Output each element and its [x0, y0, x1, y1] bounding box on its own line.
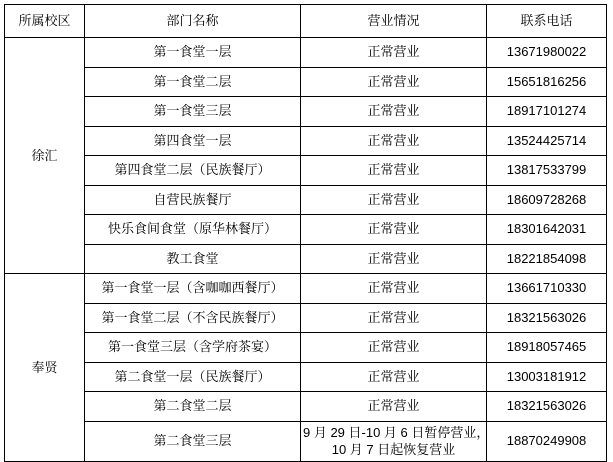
table-row — [5, 38, 607, 68]
contact-phone: 13817533799 — [487, 156, 607, 186]
contact-phone: 18321563026 — [487, 392, 607, 422]
table-row — [5, 392, 607, 422]
business-status: 正常营业 — [301, 97, 487, 127]
contact-phone: 18221854098 — [487, 244, 607, 274]
table-row — [5, 362, 607, 392]
business-status: 正常营业 — [301, 185, 487, 215]
table-row — [5, 421, 607, 461]
business-status: 正常营业 — [301, 38, 487, 68]
business-status: 正常营业 — [301, 126, 487, 156]
department-name: 第一食堂三层（含学府茶宴） — [85, 333, 301, 363]
contact-phone: 15651816256 — [487, 67, 607, 97]
business-status: 正常营业 — [301, 244, 487, 274]
business-status: 正常营业 — [301, 303, 487, 333]
business-status: 正常营业 — [301, 215, 487, 245]
business-status: 正常营业 — [301, 362, 487, 392]
cafeteria-table — [4, 4, 607, 462]
department-name: 第一食堂一层 — [85, 38, 301, 68]
contact-phone: 18917101274 — [487, 97, 607, 127]
table-row — [5, 244, 607, 274]
contact-phone: 18301642031 — [487, 215, 607, 245]
business-status-line-1: 9 月 29 日-10 月 6 日暂停营业， — [303, 424, 490, 440]
department-name: 第一食堂三层 — [85, 97, 301, 127]
table-row — [5, 333, 607, 363]
table-header — [5, 5, 607, 38]
department-name: 第一食堂一层（含咖咖西餐厅） — [85, 274, 301, 304]
business-status: 正常营业 — [301, 392, 487, 422]
department-name: 教工食堂 — [85, 244, 301, 274]
column-header-department: 部门名称 — [85, 5, 301, 38]
business-status: 正常营业 — [301, 274, 487, 304]
contact-phone: 13524425714 — [487, 126, 607, 156]
contact-phone: 13661710330 — [487, 274, 607, 304]
campus-cell-fengxian: 奉贤 — [5, 274, 85, 462]
contact-phone: 18918057465 — [487, 333, 607, 363]
column-header-campus: 所属校区 — [5, 5, 85, 38]
table-row — [5, 303, 607, 333]
contact-phone: 13671980022 — [487, 38, 607, 68]
table-row — [5, 274, 607, 304]
department-name: 第四食堂二层（民族餐厅） — [85, 156, 301, 186]
department-name: 第四食堂一层 — [85, 126, 301, 156]
campus-cell-xuhui: 徐汇 — [5, 38, 85, 274]
contact-phone: 18870249908 — [487, 421, 607, 461]
department-name: 第二食堂一层（民族餐厅） — [85, 362, 301, 392]
business-status-line-2: 10 月 7 日起恢复营业 — [331, 442, 456, 458]
table-row — [5, 67, 607, 97]
department-name: 第二食堂二层 — [85, 392, 301, 422]
column-header-phone: 联系电话 — [487, 5, 607, 38]
department-name: 第一食堂二层（不含民族餐厅） — [85, 303, 301, 333]
column-header-status: 营业情况 — [301, 5, 487, 38]
table-header-row — [5, 5, 607, 38]
business-status: 正常营业 — [301, 67, 487, 97]
department-name: 自营民族餐厅 — [85, 185, 301, 215]
table-row — [5, 156, 607, 186]
business-status — [301, 421, 490, 461]
department-name: 快乐食间食堂（原华林餐厅） — [85, 215, 301, 245]
department-name: 第一食堂二层 — [85, 67, 301, 97]
table-row — [5, 215, 607, 245]
business-status: 正常营业 — [301, 156, 487, 186]
table-row — [5, 185, 607, 215]
table-body — [5, 38, 607, 462]
contact-phone: 13003181912 — [487, 362, 607, 392]
table-row — [5, 97, 607, 127]
business-status: 正常营业 — [301, 333, 487, 363]
contact-phone: 18609728268 — [487, 185, 607, 215]
department-name: 第二食堂三层 — [85, 421, 301, 461]
contact-phone: 18321563026 — [487, 303, 607, 333]
table-row — [5, 126, 607, 156]
